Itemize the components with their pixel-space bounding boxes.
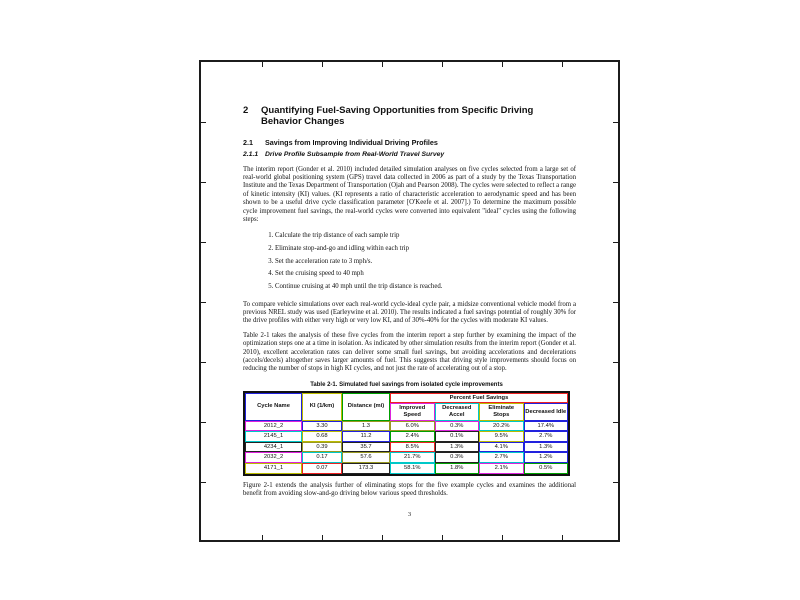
paragraph-intro: The interim report (Gonder et al. 2010) included detailed simulation analyses on five cycles selected from a large set of real-world global positioning system (GPS) travel data collected in 2006 as part of a study by the Texas Transportation Institute and the Texas Department of Transportation (Ojah and Pearson 2008). The cycles were selected to reflect a range of kinetic intensity (KI) values. (KI represents a ratio of characteristic acceleration to aerodynamic speed and has been shown to be a useful drive cycle classification parameter [O'Keefe et al. 2007].) To determine the maximum possible cycle improvement fuel savings, the real-world cycles were converted into equivalent "ideal" cycles using the following steps:: [243, 165, 576, 223]
table-cell: 20.2%: [479, 421, 524, 432]
table-cell: 0.07: [302, 463, 342, 474]
table-cell: 2012_2: [245, 421, 302, 432]
table-cell: 35.7: [342, 442, 390, 453]
table-cell: 58.1%: [390, 463, 435, 474]
tick-mark: [442, 62, 443, 67]
list-item: 4. Set the cruising speed to 40 mph: [275, 270, 576, 278]
tick-mark: [382, 62, 383, 67]
tick-mark: [322, 62, 323, 67]
tick-mark: [502, 62, 503, 67]
tick-mark: [262, 535, 263, 540]
section-heading: [243, 105, 576, 127]
table-cell: 2.7%: [524, 431, 569, 442]
tick-mark: [262, 62, 263, 67]
table-cell: 6.0%: [390, 421, 435, 432]
list-item: 3. Set the acceleration rate to 3 mph/s.: [275, 258, 576, 266]
table-cell: 0.5%: [524, 463, 569, 474]
table-cell: 8.5%: [390, 442, 435, 453]
tick-mark: [613, 122, 618, 123]
table-cell: 3.30: [302, 421, 342, 432]
tick-mark: [201, 302, 206, 303]
table-row: [245, 452, 568, 463]
table-cell: 11.2: [342, 431, 390, 442]
page-content: [243, 62, 576, 540]
tick-mark: [502, 535, 503, 540]
list-item: 2. Eliminate stop-and-go and idling within each trip: [275, 245, 576, 253]
table-cell: 0.68: [302, 431, 342, 442]
paragraph-simulation: To compare vehicle simulations over each real-world cycle-ideal cycle pair, a midsize conventional vehicle model from a previous NREL study was used (Earleywine et al. 2010). The results indicated a fuel savings potential of roughly 30% for the drive profiles with either very high or very low KI, and of 30%-40% for the cycles with moderate KI values.: [243, 300, 576, 325]
page: [199, 60, 620, 542]
table-cell: 17.4%: [524, 421, 569, 432]
subsection-heading: [243, 138, 576, 147]
tick-mark: [201, 422, 206, 423]
table-cell: 1.2%: [524, 452, 569, 463]
tick-mark: [201, 182, 206, 183]
tick-mark: [442, 535, 443, 540]
col-header-decreased-accel: Decreased Accel: [435, 403, 480, 420]
tick-mark: [201, 362, 206, 363]
tick-mark: [201, 122, 206, 123]
tick-mark: [562, 535, 563, 540]
list-item: 5. Continue cruising at 40 mph until the trip distance is reached.: [275, 283, 576, 291]
table-cell: 1.8%: [435, 463, 480, 474]
table-cell: 173.3: [342, 463, 390, 474]
table-row: [245, 463, 568, 474]
subsection-number: 2.1: [243, 138, 253, 147]
col-header-cycle-name: Cycle Name: [245, 393, 302, 421]
table-cell: 0.3%: [435, 421, 480, 432]
table-cell: 2.1%: [479, 463, 524, 474]
table-cell: 4234_1: [245, 442, 302, 453]
page-number: 3: [407, 511, 412, 519]
table-row: [245, 442, 568, 453]
table-cell: 0.17: [302, 452, 342, 463]
table-cell: 2.7%: [479, 452, 524, 463]
tick-mark: [562, 62, 563, 67]
tick-mark: [613, 302, 618, 303]
subsubsection-title: Drive Profile Subsample from Real-World Travel Survey: [265, 151, 445, 158]
subsubsection-heading: [243, 151, 576, 160]
col-header-improved-speed: Improved Speed: [390, 403, 435, 420]
tick-mark: [201, 242, 206, 243]
table-cell: 2032_2: [245, 452, 302, 463]
tick-mark: [201, 482, 206, 483]
subsection-title: Savings from Improving Individual Driving Profiles: [265, 138, 438, 147]
tick-mark: [613, 242, 618, 243]
ideal-cycle-steps-list: [243, 232, 576, 291]
table-cell: 0.1%: [435, 431, 480, 442]
table-cell: 21.7%: [390, 452, 435, 463]
section-number: 2: [243, 105, 249, 116]
table-cell: 4171_1: [245, 463, 302, 474]
table-cell: 2145_1: [245, 431, 302, 442]
col-header-distance: Distance (mi): [342, 393, 390, 421]
col-header-eliminate-stops: Eliminate Stops: [479, 403, 524, 420]
table-cell: 0.39: [302, 442, 342, 453]
tick-mark: [613, 422, 618, 423]
tick-mark: [382, 535, 383, 540]
col-header-decreased-idle: Decreased Idle: [524, 403, 569, 420]
section-title: Quantifying Fuel-Saving Opportunities from Specific Driving Behavior Changes: [261, 105, 534, 127]
table-row: [245, 431, 568, 442]
tick-mark: [613, 362, 618, 363]
tick-mark: [613, 482, 618, 483]
fuel-savings-table: [243, 391, 570, 476]
table-row: [245, 421, 568, 432]
table-cell: 1.3%: [524, 442, 569, 453]
table-cell: 1.3: [342, 421, 390, 432]
col-header-ki: KI (1/km): [302, 393, 342, 421]
table-cell: 2.4%: [390, 431, 435, 442]
table-header: [245, 393, 568, 421]
subsubsection-number: 2.1.1: [243, 151, 259, 158]
tick-mark: [322, 535, 323, 540]
list-item: 1. Calculate the trip distance of each sample trip: [275, 232, 576, 240]
table-cell: 0.3%: [435, 452, 480, 463]
table-cell: 4.1%: [479, 442, 524, 453]
col-group-header-percent-fuel-savings: Percent Fuel Savings: [390, 393, 568, 404]
table-caption: Table 2-1. Simulated fuel savings from isolated cycle improvements: [310, 381, 503, 388]
table-cell: 1.3%: [435, 442, 480, 453]
paragraph-figure-reference: Figure 2-1 extends the analysis further of eliminating stops for the five example cycles and examines the additional benefit from avoiding slow-and-go driving below various speed thresholds.: [243, 481, 576, 497]
tick-mark: [613, 182, 618, 183]
paragraph-table-discussion: Table 2-1 takes the analysis of these five cycles from the interim report a step further by examining the impact of the optimization steps one at a time in isolation. As indicated by other simulation results from the interim report (Gonder et al. 2010), excellent acceleration rates can deliver some small fuel savings, but avoiding accelerations and decelerations (accels/decels) altogether saves larger amounts of fuel. This suggests that driving style improvements should focus on reducing the number of stops in high KI cycles, and not just the rate of accelerating out of a stop.: [243, 331, 576, 373]
table-body: [245, 421, 568, 474]
table-cell: 57.6: [342, 452, 390, 463]
table-cell: 9.5%: [479, 431, 524, 442]
